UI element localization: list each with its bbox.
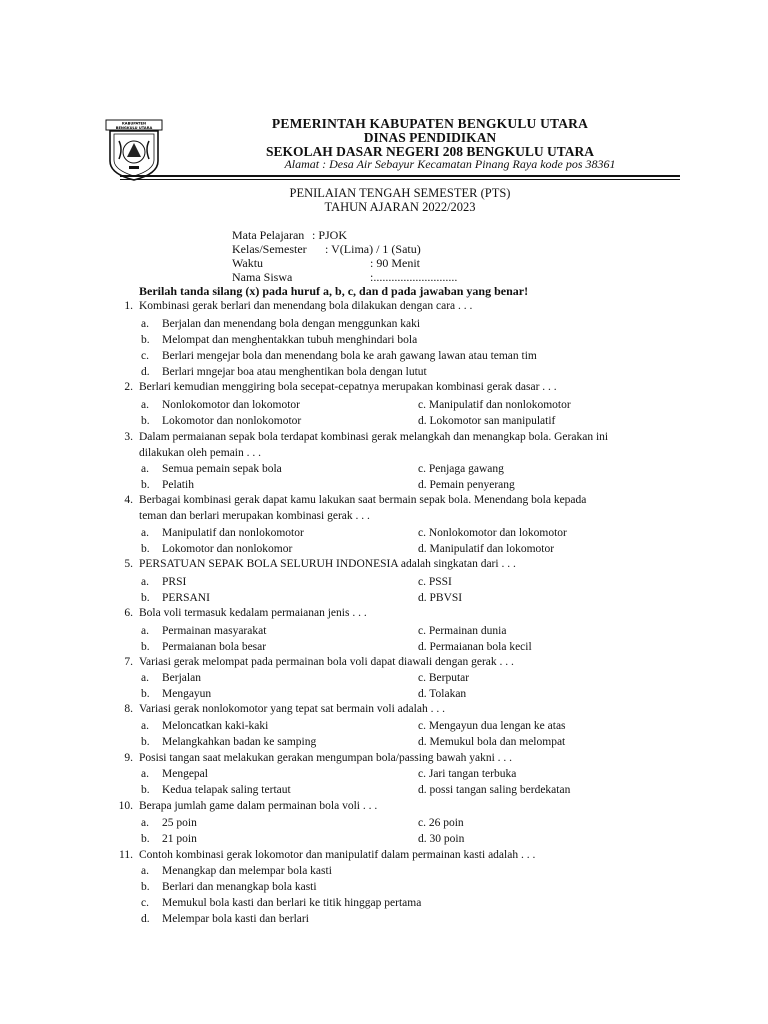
question-text: Berbagai kombinasi gerak dapat kamu lakukan saat bermain sepak bola. Menendang bola kepada [139,494,587,506]
svg-text:BENGKULU UTARA: BENGKULU UTARA [115,125,153,130]
question-number: 1. [124,300,133,312]
option-letter: a. [141,625,149,637]
option-text: Berlari mengejar bola dan menendang bola ke arah gawang lawan atau teman tim [162,350,537,362]
option-letter: a. [141,463,149,475]
option-text: d. possi tangan saling berdekatan [418,784,571,796]
header-rule-thin [120,179,680,180]
question-text: Variasi gerak nonlokomotor yang tepat sat bermain voli adalah . . . [139,703,445,715]
option-letter: d. [141,913,150,925]
option-letter: a. [141,817,149,829]
header-line-2: DINAS PENDIDIKAN [363,130,497,145]
option-text: c. Manipulatif dan nonlokomotor [418,399,571,411]
option-text: PERSANI [162,592,210,604]
option-text: d. Lokomotor san manipulatif [418,415,556,427]
question-number: 3. [124,431,133,443]
option-text: Melangkahkan badan ke samping [162,736,317,748]
option-letter: b. [141,592,150,604]
option-text: d. Permaianan bola kecil [418,641,532,653]
option-letter: b. [141,334,150,346]
option-letter: b. [141,833,150,845]
question-number: 8. [124,703,133,715]
option-letter: b. [141,479,150,491]
option-text: Nonlokomotor dan lokomotor [162,399,300,411]
option-text: c. Berputar [418,672,470,684]
option-text: Berlari dan menangkap bola kasti [162,881,317,893]
meta-value: : PJOK [312,228,348,242]
question-text: Variasi gerak melompat pada permainan bola voli dapat diawali dengan gerak . . . [139,656,514,668]
option-text: Permainan masyarakat [162,625,267,637]
option-letter: a. [141,399,149,411]
question-text: PERSATUAN SEPAK BOLA SELURUH INDONESIA adalah singkatan dari . . . [139,558,516,570]
question-number: 2. [124,381,133,393]
option-letter: b. [141,641,150,653]
option-letter: b. [141,736,150,748]
question-number: 9. [124,752,133,764]
option-text: Manipulatif dan nonlokomotor [162,527,304,539]
question-number: 6. [124,607,133,619]
option-letter: a. [141,865,149,877]
option-text: c. PSSI [418,576,452,588]
option-letter: c. [141,350,149,362]
question-number: 7. [124,656,133,668]
option-letter: d. [141,366,150,378]
option-text: Melompat dan menghentakkan tubuh menghindari bola [162,334,418,346]
option-text: Mengayun [162,688,212,700]
option-letter: c. [141,897,149,909]
option-text: Semua pemain sepak bola [162,463,282,475]
option-letter: a. [141,576,149,588]
option-text: c. Permainan dunia [418,625,507,637]
svg-text:KABUPATEN: KABUPATEN [122,121,146,126]
header-line-3: SEKOLAH DASAR NEGERI 208 BENGKULU UTARA [266,144,594,159]
option-text: Pelatih [162,479,194,491]
option-text: 21 poin [162,833,197,845]
option-text: c. 26 poin [418,817,464,829]
option-text: Lokomotor dan nonlokomotor [162,415,302,427]
option-letter: a. [141,672,149,684]
header-address: Alamat : Desa Air Sebayur Kecamatan Pinang Raya kode pos 38361 [284,157,616,171]
question-number: 5. [124,558,133,570]
option-text: c. Jari tangan terbuka [418,768,517,780]
exam-title: PENILAIAN TENGAH SEMESTER (PTS) [289,186,511,200]
option-letter: b. [141,543,150,555]
option-letter: a. [141,527,149,539]
question-number: 4. [124,494,133,506]
header-line-1: PEMERINTAH KABUPATEN BENGKULU UTARA [271,116,589,131]
question-number: 11. [119,849,133,861]
question-text: Posisi tangan saat melakukan gerakan mengumpan bola/passing bawah yakni . . . [139,752,513,764]
meta-label: Waktu [232,256,264,270]
question-text: Contoh kombinasi gerak lokomotor dan manipulatif dalam permainan kasti adalah . . . [139,849,536,861]
meta-label: Mata Pelajaran [232,228,305,242]
question-text: Dalam permaianan sepak bola terdapat kombinasi gerak melangkah dan menangkap bola. Gerakan ini [139,431,609,443]
option-text: Meloncatkan kaki-kaki [162,720,269,732]
option-letter: b. [141,784,150,796]
option-text: c. Nonlokomotor dan lokomotor [418,527,567,539]
option-text: 25 poin [162,817,197,829]
option-text: Kedua telapak saling tertaut [162,784,291,796]
meta-value: :............................ [370,270,458,284]
option-letter: b. [141,881,150,893]
question-text: Bola voli termasuk kedalam permaianan jenis . . . [139,607,367,619]
district-logo-icon [105,119,163,181]
option-text: Menangkap dan melempar bola kasti [162,865,332,877]
option-text: Mengepal [162,768,208,780]
option-letter: b. [141,415,150,427]
question-text: Berlari kemudian menggiring bola secepat-cepatnya merupakan kombinasi gerak dasar . . . [139,381,557,393]
option-text: d. Manipulatif dan lokomotor [418,543,555,555]
option-text: d. Tolakan [418,688,467,700]
option-text: Berjalan dan menendang bola dengan menggunkan kaki [162,318,421,330]
question-text: Berapa jumlah game dalam permainan bola voli . . . [139,800,378,812]
option-text: Memukul bola kasti dan berlari ke titik hinggap pertama [162,897,422,909]
meta-label: Nama Siswa [232,270,293,284]
meta-value: : V(Lima) / 1 (Satu) [325,242,421,256]
option-text: d. Pemain penyerang [418,479,515,491]
option-letter: a. [141,768,149,780]
instruction: Berilah tanda silang (x) pada huruf a, b, c, dan d pada jawaban yang benar! [139,284,529,298]
option-text: d. 30 poin [418,833,465,845]
question-text: Kombinasi gerak berlari dan menendang bola dilakukan dengan cara . . . [139,300,473,312]
option-text: Permaianan bola besar [162,641,267,653]
option-text: d. Memukul bola dan melompat [418,736,566,748]
option-letter: a. [141,318,149,330]
meta-value: : 90 Menit [370,256,420,270]
option-letter: b. [141,688,150,700]
option-text: c. Mengayun dua lengan ke atas [418,720,566,732]
option-letter: a. [141,720,149,732]
option-text: Berjalan [162,672,201,684]
option-text: c. Penjaga gawang [418,463,504,475]
option-text: Berlari mngejar boa atau menghentikan bola dengan lutut [162,366,427,378]
exam-year: TAHUN AJARAN 2022/2023 [324,200,476,214]
question-number: 10. [118,800,133,812]
option-text: Melempar bola kasti dan berlari [162,913,309,925]
option-text: PRSI [162,576,187,588]
option-text: d. PBVSI [418,592,463,604]
header-rule-thick [120,175,680,177]
question-text: dilakukan oleh pemain . . . [139,447,261,459]
meta-label: Kelas/Semester [232,242,307,256]
question-text: teman dan berlari merupakan kombinasi gerak . . . [139,510,370,522]
option-text: Lokomotor dan nonlokomor [162,543,293,555]
